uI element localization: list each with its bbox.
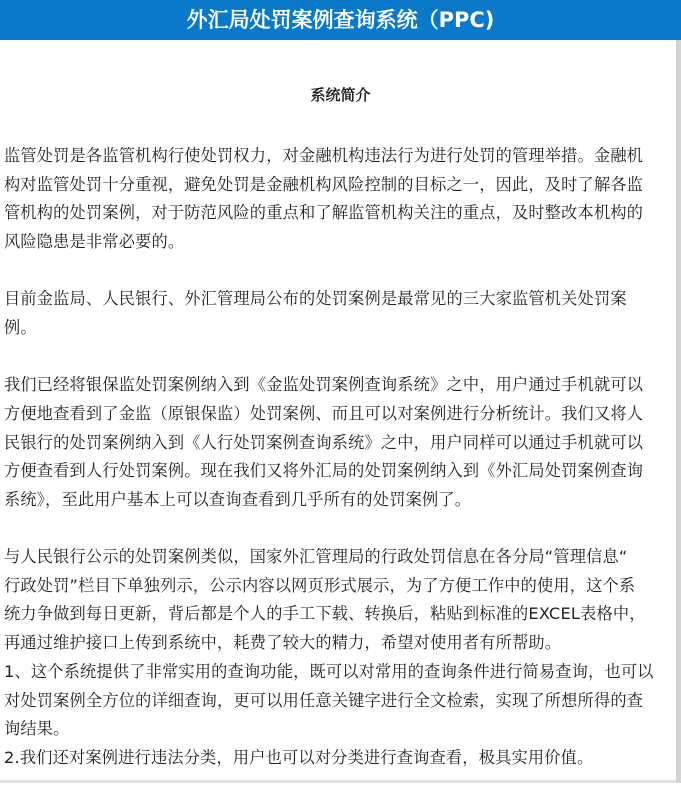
paragraph-line: 风险隐患是非常必要的。 (4, 232, 185, 252)
paragraph-line: 民银行的处罚案例纳入到《人行处罚案例查询系统》之中，用户同样可以通过手机就可以 (4, 432, 644, 452)
paragraph-line: 1、这个系统提供了非常实用的查询功能，既可以对常用的查询条件进行简易查询，也可以 (4, 661, 654, 681)
paragraph-line: 管机构的处罚案例，对于防范风险的重点和了解监管机构关注的重点，及时整改本机构的 (4, 203, 644, 223)
section-title: 系统简介 (310, 86, 371, 104)
paragraph-line: 构对监管处罚十分重视，避免处罚是金融机构风险控制的目标之一，因此，及时了解各监 (4, 174, 644, 194)
page-title: 外汇局处罚案例查询系统（PPC) (186, 8, 495, 32)
app-header (0, 0, 681, 40)
paragraph-line: 对处罚案例全方位的详细查询，更可以用任意关键字进行全文检索，实现了所想所得的查 (4, 690, 644, 710)
paragraph-line: 询结果。 (4, 719, 70, 739)
paragraph-line: 目前金监局、人民银行、外汇管理局公布的处罚案例是最常见的三大家监管机关处罚案 (4, 289, 627, 309)
paragraph-line: 我们已经将银保监处罚案例纳入到《金监处罚案例查询系统》之中，用户通过手机就可以 (4, 375, 644, 395)
paragraph-line: 监管处罚是各监管机构行使处罚权力，对金融机构违法行为进行处罚的管理举措。金融机 (4, 146, 644, 165)
paragraph-line: 方便查看到人行处罚案例。现在我们又将外汇局的处罚案例纳入到《外汇局处罚案例查询 (4, 461, 644, 481)
paragraph-line: 与人民银行公示的处罚案例类似，国家外汇管理局的行政处罚信息在各分局“管理信息“ (4, 547, 628, 567)
paragraph-line: 2.我们还对案例进行违法分类，用户也可以对分类进行查询查看，极具实用价值。 (4, 747, 594, 767)
paragraph-line: 再通过维护接口上传到系统中，耗费了较大的精力，希望对使用者有所帮助。 (4, 633, 562, 653)
paragraph-line: 方便地查看到了金监（原银保监）处罚案例、而且可以对案例进行分析统计。我们又将人 (4, 403, 644, 423)
intro-paragraph (4, 371, 680, 514)
paragraph-line: 统力争做到每日更新，背后都是个人的手工下载、转换后，粘贴到标准的EXCEL表格中， (4, 604, 646, 624)
intro-content (4, 142, 680, 801)
intro-paragraph (4, 285, 680, 342)
paragraph-line: 例。 (4, 317, 37, 337)
intro-paragraph (4, 142, 680, 257)
paragraph-line: 行政处罚”栏目下单独列示，公示内容以网页形式展示，为了方便工作中的使用，这个系 (4, 575, 636, 595)
paragraph-line: 系统》，至此用户基本上可以查询查看到几乎所有的处罚案例了。 (4, 489, 472, 509)
intro-paragraph (4, 543, 680, 773)
